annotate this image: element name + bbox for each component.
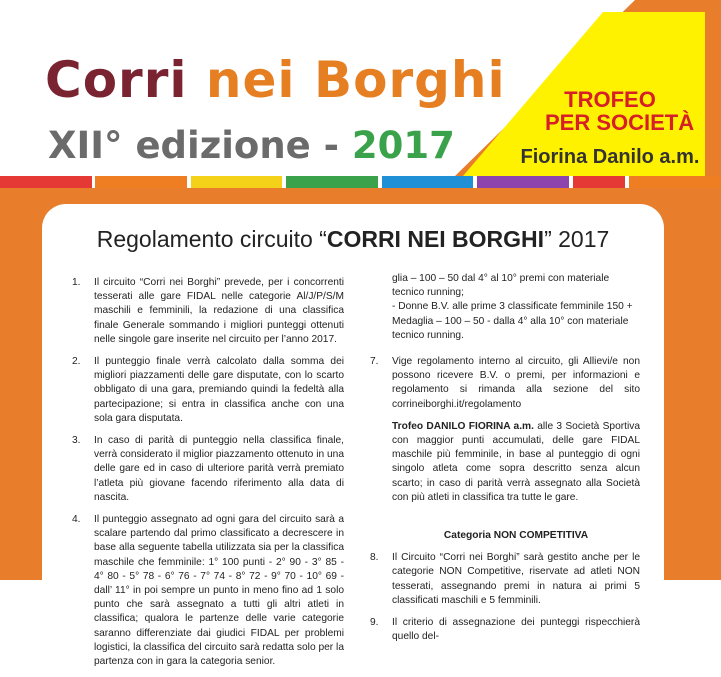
rule-number: 4. <box>72 514 81 526</box>
edition-year: 2017 <box>351 124 455 167</box>
rule-item <box>370 355 640 412</box>
rule-item <box>72 513 344 669</box>
rule-item <box>72 434 344 505</box>
regolamento-title-prefix: Regolamento circuito “ <box>96 226 327 252</box>
rule-number: 9. <box>370 617 379 629</box>
stripe <box>629 176 721 188</box>
trofeo-paragraph <box>392 420 640 505</box>
regolamento-title <box>42 226 664 253</box>
stripe <box>191 176 283 188</box>
trofeo-line2: PER SOCIETÀ <box>545 110 695 135</box>
rule-text: Il criterio di assegnazione dei punteggi rispecchierà quello del- <box>392 617 640 643</box>
event-title <box>45 50 506 110</box>
right-column <box>370 272 640 652</box>
rule-item <box>72 276 344 347</box>
trofeo-text: alle 3 Società Sportiva con maggior punti accumulati, delle gare FIDAL maschile più femminile, in base al punteggio di ogni singolo atleta come sopra descritto senza alcun scarto; in caso di parità verrà assegnato alla Società con più atleti in classifica tra tutte le gare. <box>392 420 640 503</box>
rule-text: Il circuito “Corri nei Borghi” prevede, per i concorrenti tesserati alle gare FIDAL nelle categorie Al/J/P/S/M maschili e femminili, la redazione di una classifica finale Generale sommando i migliori punteggi ottenuti nelle singole gare inserite nel circuito per l’anno 2017. <box>94 277 344 345</box>
left-column <box>72 276 344 677</box>
title-borghi: Borghi <box>314 51 506 109</box>
trofeo-title <box>545 87 695 135</box>
regolamento-panel <box>42 204 664 668</box>
stripe <box>95 176 187 188</box>
rule-text: Il punteggio finale verrà calcolato dalla somma dei migliori piazzamenti delle gare disputate, con lo scarto obbligato di una gara, premiando quindi la fedeltà alla partecipazione; si entra in classifica anche con una sola gara disputata. <box>94 356 344 424</box>
title-nei: nei <box>205 51 296 109</box>
rule-number: 8. <box>370 552 379 564</box>
prize-line: glia – 100 – 50 dal 4° al 10° premi con materiale tecnico running; <box>392 273 610 299</box>
stripe <box>0 176 92 188</box>
rule-text: Vige regolamento interno al circuito, gli Allievi/e non possono ricevere B.V. o premi, per informazioni e regolamento si rimanda alla sezione del sito corrineiborghi.it/regolamento <box>392 356 640 410</box>
header <box>0 0 721 178</box>
category-title: Categoria NON COMPETITIVA <box>443 530 589 542</box>
rule-item <box>370 616 640 644</box>
edition-label: XII° edizione - <box>48 124 340 167</box>
stripe <box>382 176 474 188</box>
edition-line <box>48 122 455 170</box>
rule-number: 7. <box>370 356 379 368</box>
regolamento-title-bold: CORRI NEI BORGHI <box>326 226 545 252</box>
title-corri: Corri <box>45 51 188 109</box>
rule-number: 3. <box>72 435 81 447</box>
rule-item <box>72 355 344 426</box>
rule-text: Il Circuito “Corri nei Borghi” sarà gestito anche per le categorie NON Competitive, riservate ad atleti NON tesserati, assegnando premi in natura ai primi 5 classificati maschili e 5 femminili. <box>392 552 640 606</box>
rule-number: 2. <box>72 356 81 368</box>
stripe <box>286 176 378 188</box>
rule-text: In caso di parità di punteggio nella classifica finale, verrà considerato il miglior piazzamento ottenuto in una delle gare ed in caso di ulteriore parità verrà premiato l’atleta più giovane facendo riferimento alla data di nascita. <box>94 435 344 503</box>
stripe <box>477 176 569 188</box>
rule-text: Il punteggio assegnato ad ogni gara del circuito sarà a scalare partendo dal primo classificato a decrescere in base alla seguente tabella utilizzata sia per la classifica maschile che femminile: 1° 100 punti - 2° 90 - 3° 85 - 4° 80 - 5° 78 - 6° 76 - 7° 74 - 8° 72 - 9° 70 - 10° 69 - dall’ 11° in poi sempre un punto in meno fino ad 1 solo punto che sarà assegnato a tutti gli altri atleti in classifica; qualora le partenze delle varie categorie saranno differenziate dai giudici FIDAL per problemi logistici, la classifica del circuito sarà redatta solo per la partenza con in gara la categoria senior. <box>94 514 344 668</box>
stripe <box>573 176 625 188</box>
rule-number: 1. <box>72 277 81 288</box>
color-stripes <box>0 176 721 188</box>
trofeo-bold: Trofeo DANILO FIORINA a.m. <box>392 420 534 432</box>
prize-line-women: - Donne B.V. alle prime 3 classificate femminile 150 + Medaglia – 100 – 50 - dalla 4° alla 10° con materiale tecnico running. <box>392 301 633 341</box>
trofeo-name: Fiorina Danilo a.m. <box>520 146 700 168</box>
trofeo-line1: TROFEO <box>564 87 656 112</box>
regolamento-title-suffix: ” 2017 <box>544 226 610 252</box>
